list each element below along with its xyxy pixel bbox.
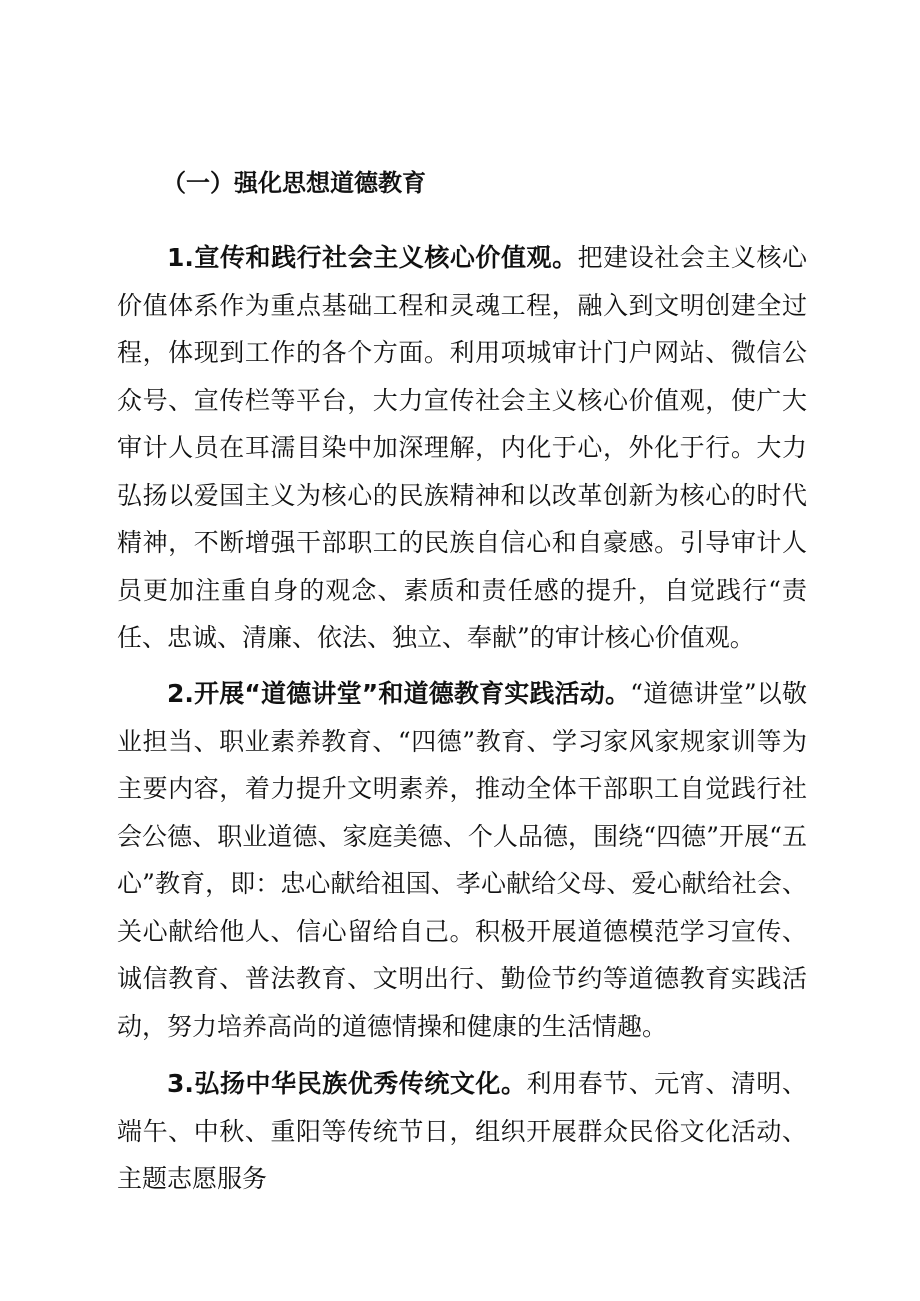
paragraph-2-lead: 2.开展“道德讲堂”和道德教育实践活动。 — [167, 679, 631, 708]
paragraph-1-body: 把建设社会主义核心价值体系作为重点基础工程和灵魂工程，融入到文明创建全过程，体现到工作的各个方面。利用项城审计门户网站、微信公众号、宣传栏等平台，大力宣传社会主义核心价值观，使广大审计人员在耳濡目染中加深理解，内化于心，外化于行。大力弘扬以爱国主义为核心的民族精神和以改革创新为核心的时代精神，不断增强干部职工的民族自信心和自豪感。引导审计人员更加注重自身的观念、素质和责任感的提升，自觉践行“责任、忠诚、清廉、依法、独立、奉献”的审计核心价值观。 — [117, 243, 807, 652]
section-heading: （一）强化思想道德教育 — [162, 169, 426, 197]
paragraph-2 — [117, 670, 807, 1050]
paragraph-3-body: 利用春节、元宵、清明、端午、中秋、重阳等传统节日，组织开展群众民俗文化活动、主题志愿服务 — [117, 1069, 807, 1193]
paragraph-3-lead: 3.弘扬中华民族优秀传统文化。 — [167, 1069, 527, 1098]
paragraph-1-lead: 1.宣传和践行社会主义核心价值观。 — [167, 243, 578, 272]
paragraph-2-body: “道德讲堂”以敬业担当、职业素养教育、“四德”教育、学习家风家规家训等为主要内容，着力提升文明素养，推动全体干部职工自觉践行社会公德、职业道德、家庭美德、个人品德，围绕“四德”开展“五心”教育，即：忠心献给祖国、孝心献给父母、爱心献给社会、关心献给他人、信心留给自己。积极开展道德模范学习宣传、诚信教育、普法教育、文明出行、勤俭节约等道德教育实践活动，努力培养高尚的道德情操和健康的生活情趣。 — [117, 679, 807, 1041]
paragraph-3 — [117, 1060, 807, 1203]
paragraph-1 — [117, 234, 807, 662]
